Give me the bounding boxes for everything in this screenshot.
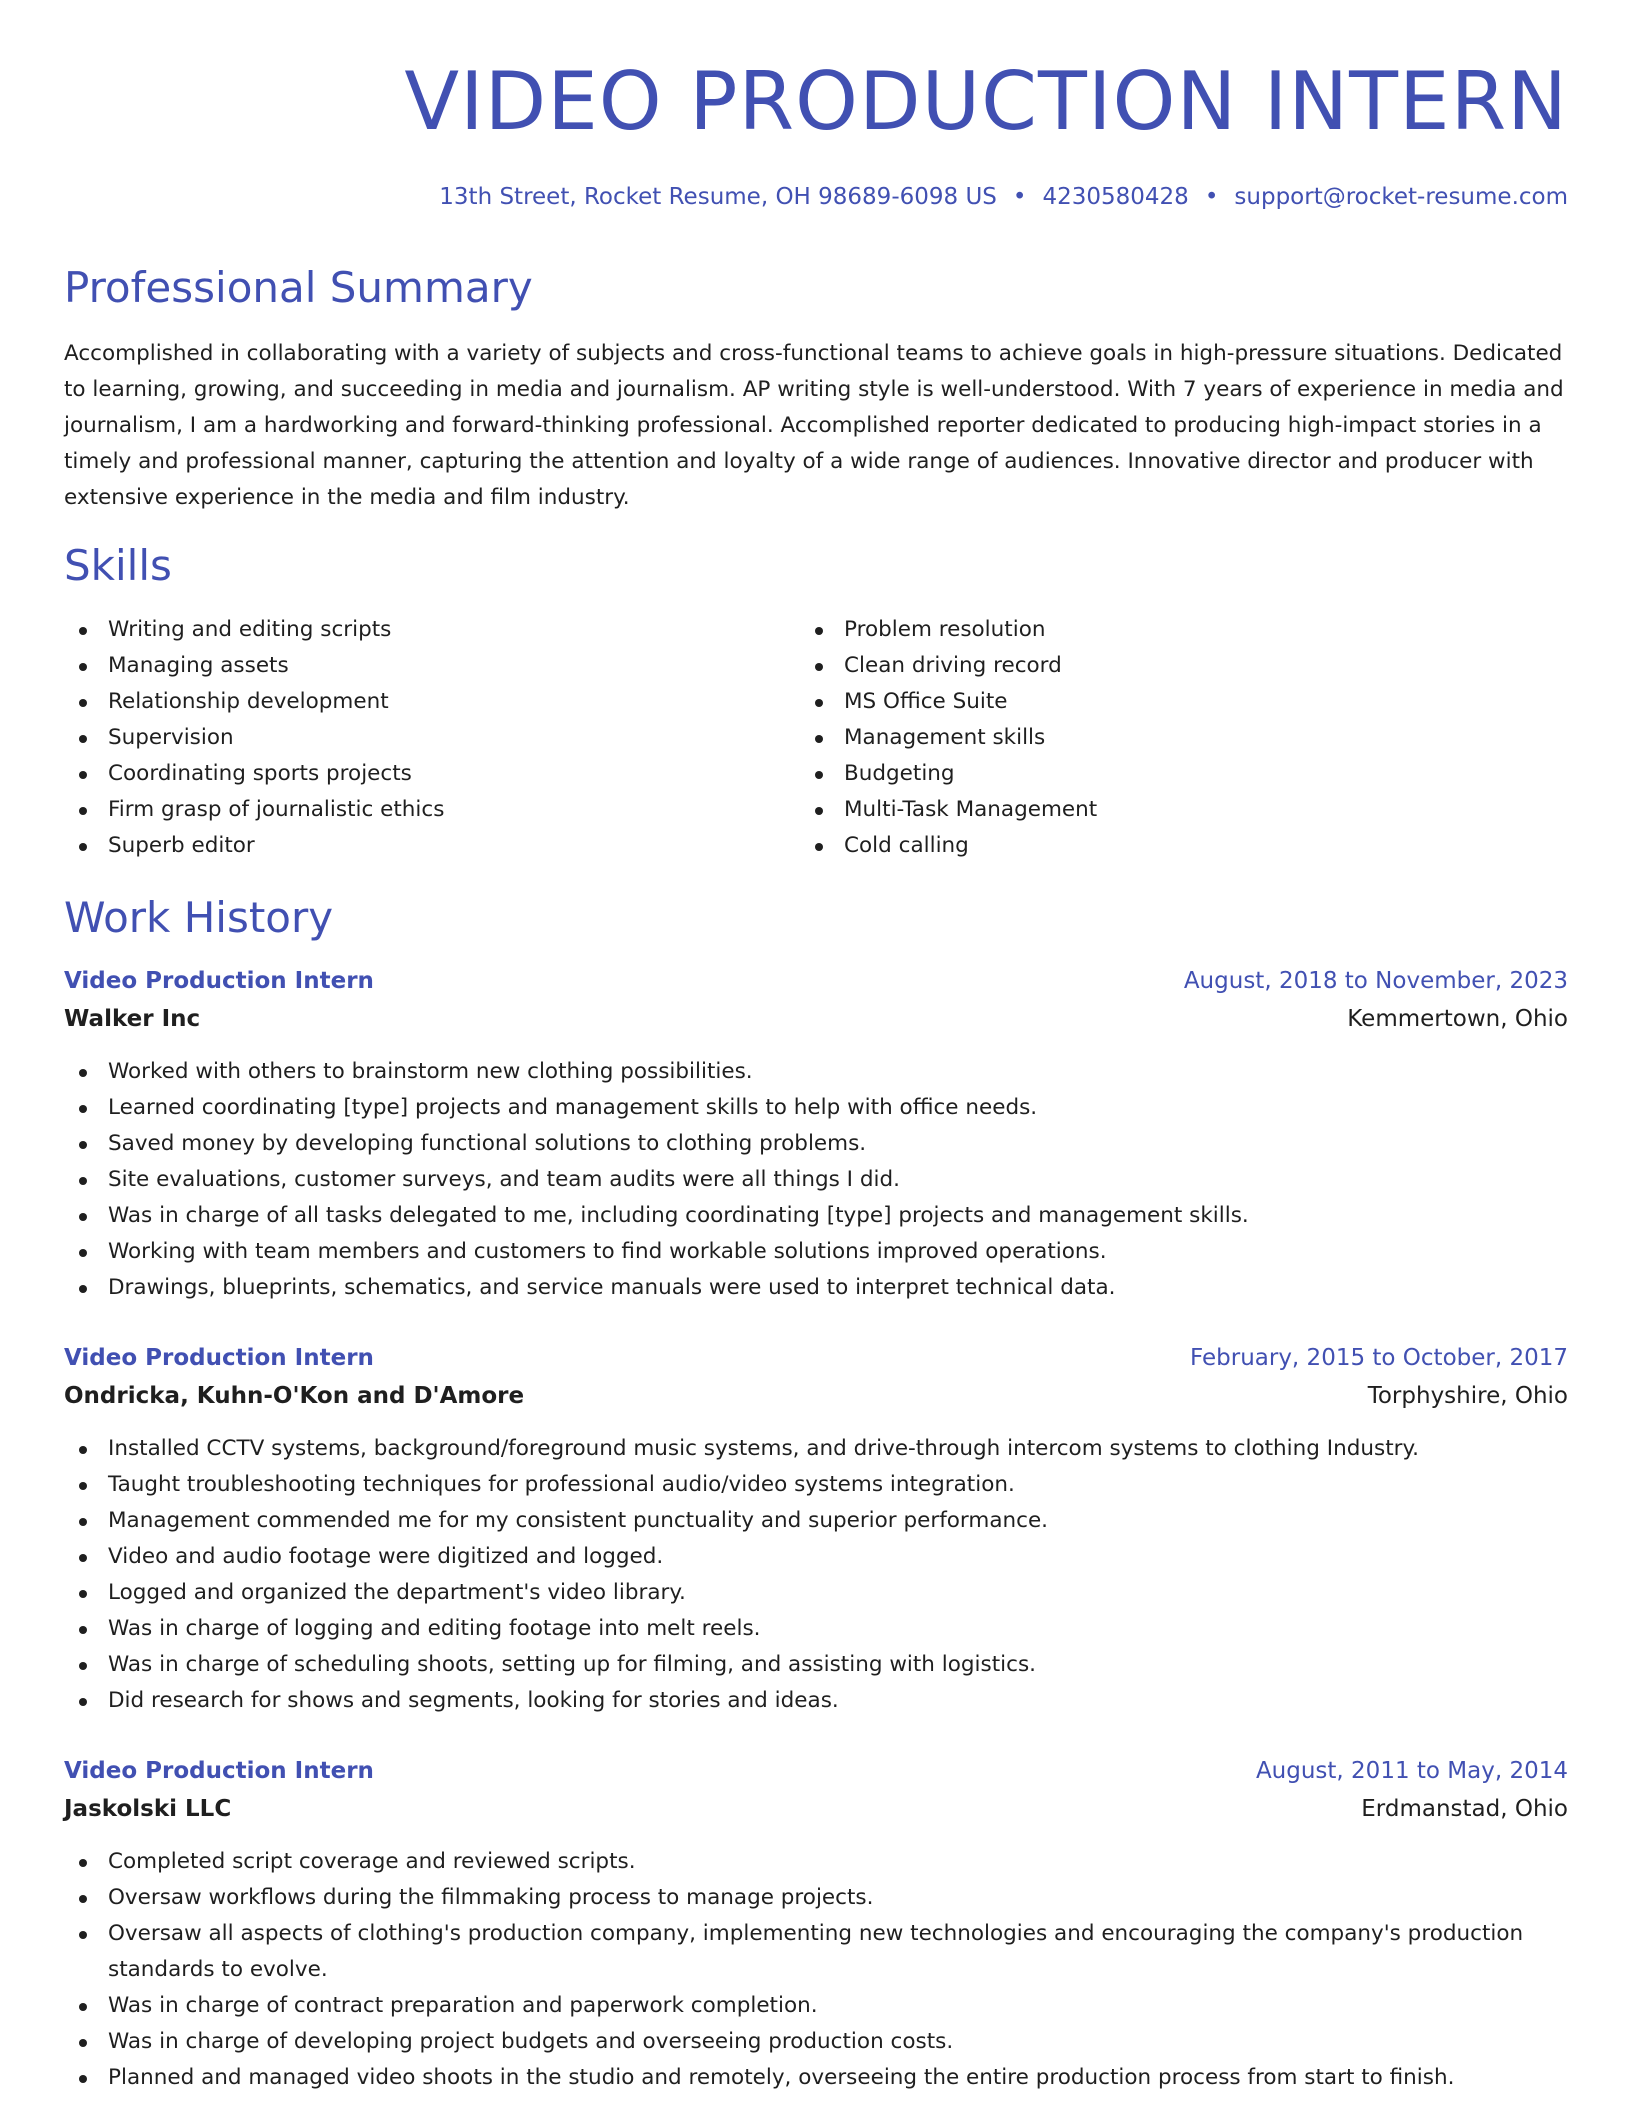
skill-item: Managing assets bbox=[64, 648, 804, 684]
job-entry bbox=[64, 1752, 1568, 2096]
skill-item: Firm grasp of journalistic ethics bbox=[64, 792, 804, 828]
job-title: Video Production Intern bbox=[64, 1345, 374, 1371]
job-bullet: Site evaluations, customer surveys, and team audits were all things I did. bbox=[64, 1162, 1568, 1198]
skills-column-right bbox=[800, 612, 1540, 864]
skills-list-left bbox=[64, 612, 804, 864]
section-heading-skills: Skills bbox=[64, 541, 172, 590]
skill-item: Writing and editing scripts bbox=[64, 612, 804, 648]
job-location: Torphyshire, Ohio bbox=[1367, 1383, 1568, 1409]
job-bullet: Was in charge of contract preparation and paperwork completion. bbox=[64, 1988, 1568, 2024]
section-heading-summary: Professional Summary bbox=[64, 263, 533, 312]
resume-title: VIDEO PRODUCTION INTERN bbox=[404, 55, 1568, 148]
skill-item: Relationship development bbox=[64, 684, 804, 720]
job-bullet: Oversaw all aspects of clothing's production company, implementing new technologies and encouraging the company's production standards to evolve. bbox=[64, 1916, 1568, 1988]
job-bullet: Was in charge of logging and editing footage into melt reels. bbox=[64, 1611, 1568, 1647]
skill-item: Supervision bbox=[64, 720, 804, 756]
job-title: Video Production Intern bbox=[64, 968, 374, 994]
job-bullet: Was in charge of scheduling shoots, setting up for filming, and assisting with logistics. bbox=[64, 1647, 1568, 1683]
contact-phone: 4230580428 bbox=[1042, 184, 1189, 210]
job-company: Jaskolski LLC bbox=[64, 1796, 232, 1822]
job-company-row bbox=[64, 1000, 1568, 1038]
job-bullet: Management commended me for my consistent punctuality and superior performance. bbox=[64, 1503, 1568, 1539]
summary-text: Accomplished in collaborating with a variety of subjects and cross-functional teams to achieve goals in high-pressure situations. Dedicated to learning, growing, and succeeding in media and journalism. AP writing style is well-understood. With 7 years of experience in media and journalism, I am a hardworking and forward-thinking professional. Accomplished reporter dedicated to producing high-impact stories in a timely and professional manner, capturing the attention and loyalty of a wide range of audiences. Innovative director and producer with extensive experience in the media and film industry. bbox=[64, 341, 1564, 510]
job-company-row bbox=[64, 1790, 1568, 1828]
job-bullet: Installed CCTV systems, background/foreground music systems, and drive-through intercom systems to clothing Industry. bbox=[64, 1431, 1568, 1467]
job-bullet-list bbox=[64, 1844, 1568, 2096]
job-bullet: Did research for shows and segments, looking for stories and ideas. bbox=[64, 1683, 1568, 1719]
skills-column-left bbox=[64, 612, 804, 864]
skills-list-right bbox=[800, 612, 1540, 864]
job-bullet: Working with team members and customers to find workable solutions improved operations. bbox=[64, 1234, 1568, 1270]
job-header-row bbox=[64, 1339, 1568, 1377]
contact-separator: • bbox=[1204, 184, 1219, 210]
job-bullet: Was in charge of developing project budgets and overseeing production costs. bbox=[64, 2024, 1568, 2060]
skill-item: Budgeting bbox=[800, 756, 1540, 792]
contact-email[interactable]: support@rocket-resume.com bbox=[1234, 184, 1568, 210]
job-bullet-list bbox=[64, 1054, 1568, 1306]
job-bullet: Taught troubleshooting techniques for professional audio/video systems integration. bbox=[64, 1467, 1568, 1503]
job-entry bbox=[64, 1339, 1568, 1719]
skill-item: Superb editor bbox=[64, 828, 804, 864]
job-header-row bbox=[64, 1752, 1568, 1790]
section-heading-work-history: Work History bbox=[64, 893, 334, 942]
job-bullet: Oversaw workflows during the filmmaking process to manage projects. bbox=[64, 1880, 1568, 1916]
skill-item: Cold calling bbox=[800, 828, 1540, 864]
contact-address: 13th Street, Rocket Resume, OH 98689-6098 US bbox=[439, 184, 997, 210]
skill-item: Multi-Task Management bbox=[800, 792, 1540, 828]
skill-item: MS Office Suite bbox=[800, 684, 1540, 720]
job-dates: August, 2011 to May, 2014 bbox=[1255, 1758, 1568, 1784]
job-bullet: Saved money by developing functional solutions to clothing problems. bbox=[64, 1126, 1568, 1162]
job-bullet: Logged and organized the department's video library. bbox=[64, 1575, 1568, 1611]
job-dates: August, 2018 to November, 2023 bbox=[1183, 968, 1568, 994]
job-bullet: Planned and managed video shoots in the studio and remotely, overseeing the entire production process from start to finish. bbox=[64, 2060, 1568, 2096]
job-company: Walker Inc bbox=[64, 1006, 201, 1032]
job-bullet: Learned coordinating [type] projects and management skills to help with office needs. bbox=[64, 1090, 1568, 1126]
skill-item: Coordinating sports projects bbox=[64, 756, 804, 792]
job-bullet: Worked with others to brainstorm new clothing possibilities. bbox=[64, 1054, 1568, 1090]
job-title: Video Production Intern bbox=[64, 1758, 374, 1784]
job-bullet: Was in charge of all tasks delegated to me, including coordinating [type] projects and management skills. bbox=[64, 1198, 1568, 1234]
job-header-row bbox=[64, 962, 1568, 1000]
job-bullet: Video and audio footage were digitized and logged. bbox=[64, 1539, 1568, 1575]
job-company: Ondricka, Kuhn-O'Kon and D'Amore bbox=[64, 1383, 525, 1409]
contact-line bbox=[439, 182, 1568, 212]
contact-separator: • bbox=[1012, 184, 1027, 210]
skill-item: Management skills bbox=[800, 720, 1540, 756]
job-location: Kemmertown, Ohio bbox=[1347, 1006, 1568, 1032]
job-company-row bbox=[64, 1377, 1568, 1415]
job-bullet: Completed script coverage and reviewed scripts. bbox=[64, 1844, 1568, 1880]
skill-item: Problem resolution bbox=[800, 612, 1540, 648]
job-dates: February, 2015 to October, 2017 bbox=[1190, 1345, 1568, 1371]
job-entry bbox=[64, 962, 1568, 1306]
job-bullet-list bbox=[64, 1431, 1568, 1719]
job-bullet: Drawings, blueprints, schematics, and service manuals were used to interpret technical data. bbox=[64, 1270, 1568, 1306]
skill-item: Clean driving record bbox=[800, 648, 1540, 684]
job-location: Erdmanstad, Ohio bbox=[1361, 1796, 1568, 1822]
